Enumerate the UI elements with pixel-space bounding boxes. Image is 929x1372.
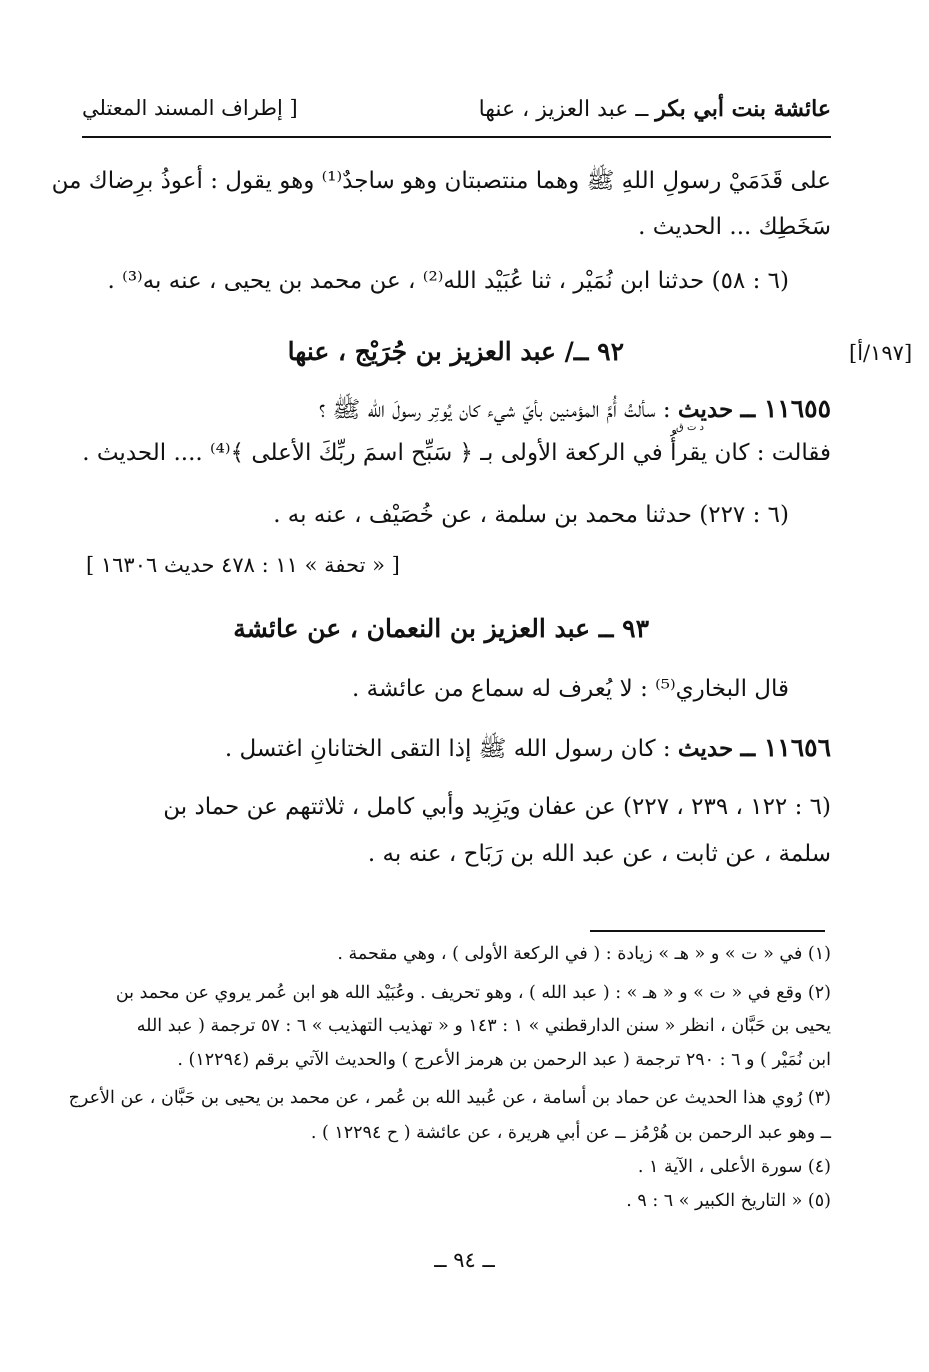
header-rule [82,136,831,138]
tuhfa-reference: [ « تحفة » ١١ : ٤٧٨ حديث ١٦٣٠٦ ] [86,553,400,577]
footnote-2-cont-2: ابن نُمَيْر ) و ٦ : ٢٩٠ ترجمة ( عبد الرحمن بن هرمز الأعرج ) والحديث الآتي برقم (١٢٢٩٤) . [177,1050,831,1070]
siglum-small: د ت ق [676,422,704,433]
footnote-1: (١) في « ت » و « هـ » زيادة : ( في الركعة الأولى ) ، وهي مقحمة . [337,944,831,964]
margin-folio: [١٩٧/أ] [849,341,913,365]
body-line-faqalat: فقالت : كان يقرأُ في الركعة الأولى بـ ﴿ سَبِّح اسمَ ربِّكَ الأعلى ﴾⁽⁴⁾ .... الحديث . [82,440,831,466]
footnote-3-cont: ــ وهو عبد الرحمن بن هُرْمُز ــ عن أبي هريرة ، عن عائشة ( ح ١٢٢٩٤ ) . [310,1123,831,1143]
hadith-number: ١١٦٥٦ ــ [740,733,831,762]
body-line-1: على قَدَمَيْ رسولِ اللهِ ﷺ وهما منتصبتان وهو ساجدٌ⁽¹⁾ وهو يقول : أعوذُ برِضاك من [51,168,831,194]
hadith-keyword: حديث [677,396,734,423]
footnote-5: (٥) « التاريخ الكبير » ٦ : ٩ . [626,1191,831,1211]
isnad-line-58: (٦ : ٥٨) حدثنا ابن نُمَيْر ، ثنا عُبَيْد الله⁽²⁾ ، عن محمد بن يحيى ، عنه به⁽³⁾ . [107,268,789,294]
footnote-2-cont-1: يحيى بن حَبَّان ، انظر « سنن الدارقطني » ١ : ١٤٣ و « تهذيب التهذيب » ٦ : ٥٧ ترجمة ( عبد الله [136,1016,831,1036]
isnad-line-227: (٦ : ٢٢٧) حدثنا محمد بن سلمة ، عن خُصَيْف ، عنه به . [273,502,789,528]
hadith-11656-line: ١١٦٥٦ ــ حديث : كان رسول الله ﷺ إذا التقى الختانانِ اغتسل . [224,733,831,762]
running-header-book: [ إطراف المسند المعتلي [82,96,298,120]
footnote-separator [590,930,825,932]
isnad-line-salama: سلمة ، عن ثابت ، عن عبد الله بن رَبَاح ، عنه به . [367,841,831,867]
hadith-keyword: حديث [677,735,734,762]
page-number: ــ ٩٤ ــ [434,1248,495,1272]
isnad-line-122: (٦ : ١٢٢ ، ٢٣٩ ، ٢٢٧) عن عفان ويَزِيد وأبي كامل ، ثلاثتهم عن حماد بن [163,794,831,820]
body-line-2: سَخَطِك ... الحديث . [638,214,831,240]
footnote-4: (٤) سورة الأعلى ، الآية ١ . [637,1157,831,1177]
footnote-2: (٢) وقع في « ت » و « هـ » : ( عبد الله ) ، وهو تحريف . وعُبَيْد الله هو ابن عُمر يروي عن محمد بن [115,983,831,1003]
hadith-11655-line: ١١٦٥٥ ــ حديث : سألتُ أُمَّ المؤمنين بأيّ شيء كان يُوتِر رسولَ الله ﷺ ؟ [318,394,831,423]
hadith-number: ١١٦٥٥ ــ [740,394,831,423]
section-heading-93: ٩٣ ــ عبد العزيز بن النعمان ، عن عائشة [233,614,649,643]
body-line-bukhari: قال البخاري⁽⁵⁾ : لا يُعرف له سماع من عائشة . [351,676,789,702]
section-heading-92: ٩٢ ــ/ عبد العزيز بن جُرَيْج ، عنها [287,337,624,366]
footnote-3: (٣) رُوي هذا الحديث عن حماد بن أسامة ، عن عُبيد الله بن عُمر ، عن محمد بن يحيى بن حَبَّان ، عن الأعرج [68,1088,831,1108]
running-header-title: عائشة بنت أبي بكر ــ عبد العزيز ، عنها [478,96,831,122]
